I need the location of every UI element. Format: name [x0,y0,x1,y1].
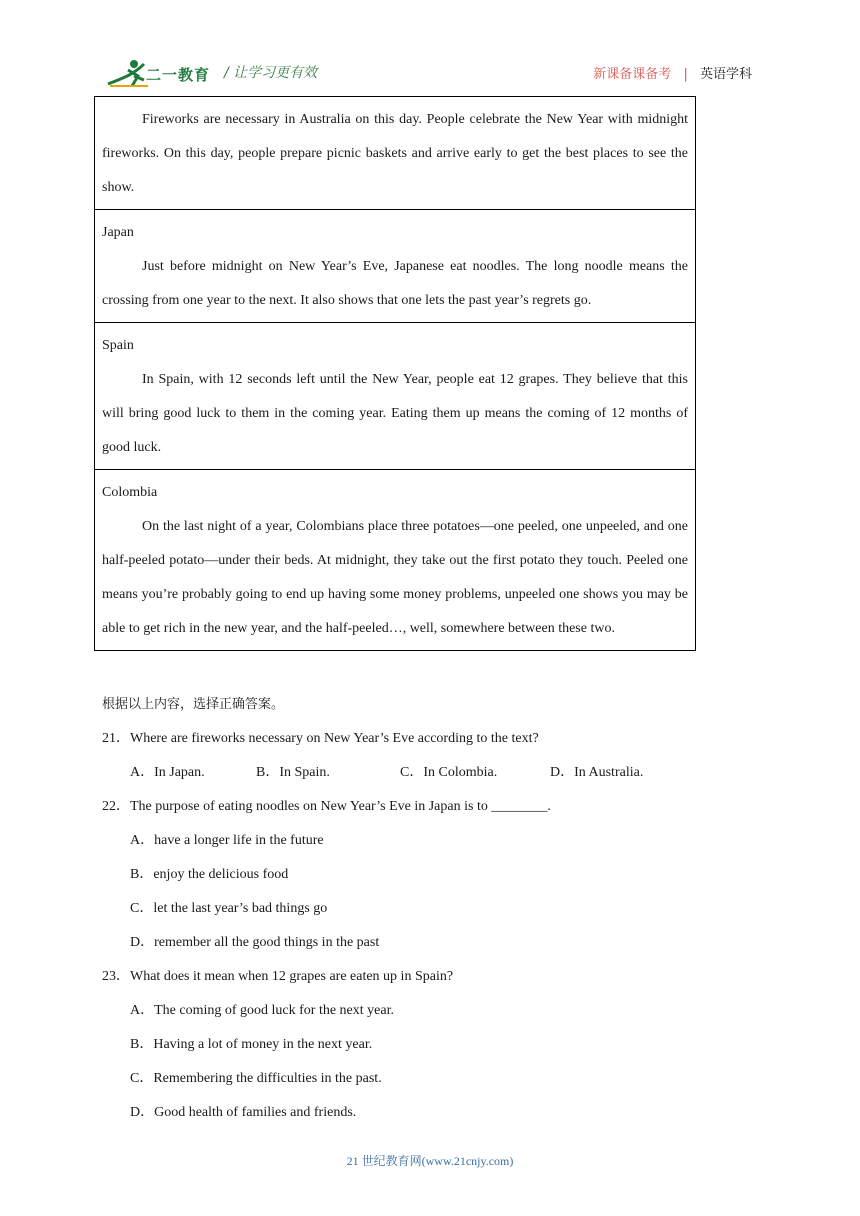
option-d[interactable]: D．remember all the good things in the past [130,935,380,950]
passage-colombia [95,469,695,650]
option-a[interactable]: A．The coming of good luck for the next year. [130,1003,394,1018]
subject-label: 英语学科 [699,67,752,82]
questions-section [102,688,702,1130]
option-a[interactable]: A．have a longer life in the future [130,833,324,848]
passage-japan [95,209,695,322]
question-21: 21．Where are fireworks necessary on New Year’s Eve according to the text? [102,731,539,746]
page-footer: 21 世纪教育网(www.21cnjy.com) [346,1154,514,1168]
header-separator: | [683,67,688,82]
option-c[interactable]: C．In Colombia. [400,765,498,780]
page-header [0,0,860,96]
option-b[interactable]: B．In Spain. [256,765,330,780]
slogan: / 让学习更有效 [224,65,318,81]
option-b[interactable]: B．enjoy the delicious food [130,867,289,882]
header-right [593,63,752,82]
question-21-options [102,756,702,790]
country-title: Colombia [102,485,158,500]
instruction: 根据以上内容，选择正确答案。 [102,697,285,712]
option-d[interactable]: D．Good health of families and friends. [130,1105,357,1120]
country-title: Spain [102,338,134,353]
passage-spain [95,322,695,469]
country-title: Japan [102,225,134,240]
option-c[interactable]: C．Remembering the difficulties in the past. [130,1071,382,1086]
exam-label: 新课备课备考 [593,67,672,82]
option-c[interactable]: C．let the last year’s bad things go [130,901,328,916]
option-d[interactable]: D．In Australia. [550,765,644,780]
passage-text: Just before midnight on New Year’s Eve, Japanese eat noodles. The long noodle means the crossing from one year to the next. It also shows that one lets the past year’s regrets go. [102,259,688,308]
passage-australia [95,97,695,209]
option-b[interactable]: B．Having a lot of money in the next year. [130,1037,373,1052]
question-22: 22．The purpose of eating noodles on New Year’s Eve in Japan is to ________. [102,799,551,814]
option-a[interactable]: A．In Japan. [130,765,205,780]
passage-table [94,96,696,651]
passage-text: On the last night of a year, Colombians place three potatoes—one peeled, one unpeeled, and one half-peeled potato—under their beds. At midnight, they take out the first potato they touch. Peeled one means you’re probably going to end up having some money problems, unpeeled one shows you may be able to get rich in the new year, and the half-peeled…, well, somewhere between these two. [102,519,688,636]
question-23: 23．What does it mean when 12 grapes are eaten up in Spain? [102,969,454,984]
passage-text: Fireworks are necessary in Australia on this day. People celebrate the New Year with midnight fireworks. On this day, people prepare picnic baskets and arrive early to get the best places to see the show. [102,112,688,195]
logo-text: 二一教育 [146,66,211,84]
passage-text: In Spain, with 12 seconds left until the New Year, people eat 12 grapes. They believe that this will bring good luck to them in the coming year. Eating them up means the coming of 12 months of good luck. [102,372,688,455]
